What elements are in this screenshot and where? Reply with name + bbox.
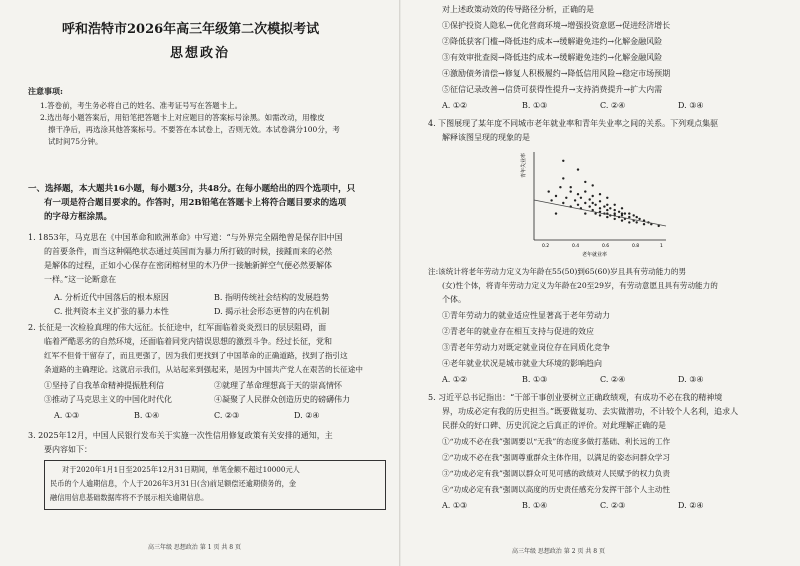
q4-option-a: A. ①② (442, 375, 468, 384)
scatter-point (636, 216, 638, 218)
q2-line-3: 红军不但骨干留存了，而且更强了，因为我们更找到了中国革命的正确道路，找到了指引这 (44, 351, 348, 360)
q5-line-3: 民群众的好口碑、历史沉淀之后真正的评价。对此理解正确的是 (442, 421, 666, 430)
q4-note-3: 个体。 (442, 295, 466, 304)
scatter-point (606, 197, 608, 199)
scatter-point (584, 202, 586, 204)
scatter-point (603, 205, 605, 207)
q2-statement-3: ③推动了马克思主义的中国化时代化 (44, 395, 172, 404)
q2-statement-2: ②就理了革命理想高于天的崇高情怀 (214, 381, 342, 390)
q4-statement-1: ①青年劳动力的就业适应性显著高于老年劳动力 (442, 311, 610, 320)
scatter-point (614, 204, 616, 206)
q2-option-d: D. ②④ (294, 411, 320, 420)
q4-option-c: C. ②④ (600, 375, 626, 384)
scatter-point (628, 221, 630, 223)
q3-cont: 对上述政策动效的传导路径分析，正确的是 (442, 5, 594, 14)
scatter-point (577, 204, 579, 206)
scatter-point (609, 207, 611, 209)
scatter-point (606, 216, 608, 218)
section-1-line-1: 一、选择题，本大题共16小题，每小题3分，共48分。在每小题给出的四个选项中，只 (28, 184, 356, 194)
scatter-point (589, 198, 591, 200)
notice-line-3: 擦干净后，再选涂其他答案标号。不要答在本试卷上，否则无效。本试卷满分100分，考 (48, 125, 340, 134)
section-1-line-3: 的字母方框涂黑。 (44, 212, 113, 222)
q5-statement-1: ①“功成不必在我”强调要以“无我”的态度多做打基础、利长远的工作 (442, 437, 671, 446)
q5-statement-2: ②“功成不必在我”强调尊重群众主体作用，以满足的姿态问群众学习 (442, 453, 670, 462)
scatter-point (636, 221, 638, 223)
scatter-point (592, 209, 594, 211)
q3-option-d: D. ③④ (678, 101, 704, 110)
scatter-point (565, 197, 567, 199)
trend-line (534, 200, 666, 226)
notice-line-4: 试时间75分钟。 (48, 137, 103, 146)
q4-line-1: 4. 下图展现了某年度不同城市老年就业率和青年失业率之间的关系。下列观点集驱 (428, 119, 719, 128)
scatter-point (577, 193, 579, 195)
notice-line-2: 2.选出每小题答案后，用铅笔把答题卡上对应题目的答案标号涂黑。如需改动，用橡皮 (40, 113, 325, 122)
scatter-point (606, 209, 608, 211)
scatter-point (580, 197, 582, 199)
q3-option-b: B. ①③ (522, 101, 548, 110)
scatter-point (638, 218, 640, 220)
scatter-point (592, 184, 594, 186)
q1-line-4: 一样。”这一论断意在 (44, 275, 117, 284)
scatter-point (592, 195, 594, 197)
page-1-footer: 高三年级 思想政治 第 1 页 共 8 页 (148, 544, 241, 551)
scatter-point (562, 202, 564, 204)
q5-line-2: 界，功成必定有我的历史担当。”既要做复功、去实做潜功，不计较个人名利，追求人 (442, 407, 739, 416)
q5-option-c: C. ②③ (600, 501, 626, 510)
page-2-footer: 高三年级 思想政治 第 2 页 共 8 页 (512, 548, 605, 555)
scatter-point (621, 207, 623, 209)
q3-line-2: 要内容如下： (44, 445, 92, 454)
scatter-point (592, 202, 594, 204)
q3-statement-4: ④激励债务清偿→修复人积极履约→降低信用风险→稳定市场预期 (442, 69, 671, 78)
scatter-chart (520, 148, 670, 258)
q3-option-a: A. ①② (442, 101, 468, 110)
section-1-line-2: 有一项是符合题目要求的。作答时，用2B铅笔在答题卡上将符合题目要求的选项 (44, 198, 347, 208)
notice-line-1: 1.答卷前，考生务必将自己的姓名、准考证号写在答题卡上。 (40, 101, 243, 110)
scatter-point (599, 214, 601, 216)
q4-statement-2: ②青老年的就业存在相互支持与促进的效应 (442, 327, 594, 336)
scatter-point (584, 212, 586, 214)
q2-line-2: 临着严酷恶劣的自然环境，还面临着同党内错误思想的激烈斗争。经过长征，党和 (44, 337, 332, 346)
q5-option-d: D. ②④ (678, 501, 704, 510)
page-2 (400, 0, 800, 566)
scatter-point (584, 190, 586, 192)
q5-statement-3: ③“功成必定有我”强调以群众可见可感的政绩对人民赋予的权力负责 (442, 469, 670, 478)
q4-line-2: 解释该图呈现的现象的是 (442, 133, 530, 142)
q2-option-c: C. ②③ (214, 411, 240, 420)
q3-box-line-3: 融信用信息基础数据库将不予展示相关逾期信息。 (50, 493, 209, 502)
scatter-point (594, 204, 596, 206)
scatter-point (599, 200, 601, 202)
q1-option-d: D. 揭示社会形态更替的内在机制 (214, 307, 330, 316)
scatter-point (570, 190, 572, 192)
q2-statement-1: ①坚持了自我革命精神提振胜利信 (44, 381, 164, 390)
x-tick-0: 0.2 (542, 244, 550, 249)
scatter-point (577, 168, 579, 170)
scatter-point (614, 218, 616, 220)
q3-box-line-1: 对于2020年1月1日至2025年12月31日期间，单笔金额不超过10000元人 (62, 465, 300, 474)
scatter-point (628, 216, 630, 218)
q1-option-b: B. 指明传统社会结构的发展趋势 (214, 293, 329, 302)
scatter-point (548, 190, 550, 192)
q1-line-1: 1. 1853年，马克思在《中国革命和欧洲革命》中写道：“与外界完全隔绝曾是保存旧中国 (28, 233, 343, 242)
q2-statement-4: ④凝聚了人民群众创造历史的磅礴伟力 (214, 395, 350, 404)
scatter-points (548, 160, 660, 228)
q5-option-a: A. ①③ (442, 501, 468, 510)
x-tick-3: 0.8 (632, 244, 640, 249)
q5-option-b: B. ①④ (522, 501, 548, 510)
scatter-point (562, 160, 564, 162)
x-tick-2: 0.6 (602, 244, 610, 249)
q1-line-2: 的首要条件，而当这种隔绝状态通过英国而为暴力所打破的时候，接踵而来的必然 (44, 247, 332, 256)
notice-heading: 注意事项: (28, 86, 63, 96)
subject-title: 思想政治 (170, 46, 231, 61)
q3-line-1: 3. 2025年12月，中国人民银行发布关于实施一次性信用修复政策有关安排的通知，主 (28, 431, 333, 440)
scatter-point (624, 212, 626, 214)
scatter-point (621, 212, 623, 214)
q3-option-c: C. ②④ (600, 101, 626, 110)
scatter-point (589, 205, 591, 207)
scatter-point (555, 195, 557, 197)
scatter-point (606, 204, 608, 206)
q1-option-a: A. 分析近代中国落后的根本原因 (54, 293, 169, 302)
scatter-point (618, 211, 620, 213)
scatter-point (633, 214, 635, 216)
y-axis-label: 青年失业率 (521, 152, 527, 178)
q4-option-d: D. ③④ (678, 375, 704, 384)
x-tick-4: 1 (660, 244, 663, 249)
scatter-point (559, 186, 561, 188)
scatter-point (562, 177, 564, 179)
scatter-point (643, 223, 645, 225)
scatter-point (555, 212, 557, 214)
q5-line-1: 5. 习近平总书记指出：“干部干事创业要树立正确政绩观，有成功不必在我的精神境 (428, 393, 723, 402)
scatter-point (621, 219, 623, 221)
scatter-point (594, 212, 596, 214)
q3-statement-2: ②降低获客门槛→降低违约成本→缓解避免违约→化解金融风险 (442, 37, 663, 46)
q3-box-line-2: 民币的个人逾期信息，个人于2026年3月31日(含)前足额偿还逾期债务的，金 (50, 479, 297, 488)
scatter-point (599, 207, 601, 209)
q2-option-a: A. ①③ (54, 411, 80, 420)
exam-title: 呼和浩特市2026年高三年级第二次模拟考试 (62, 22, 320, 37)
q4-option-b: B. ①③ (522, 375, 548, 384)
q1-option-c: C. 批判资本主义扩张的暴力本性 (54, 307, 169, 316)
q2-line-4: 条道路的主确理论。这就启示我们，从站起来到强起来，是因为中国共产党人在艰苦的长征途中 (44, 365, 363, 374)
q3-statement-3: ③有效审批查阅→降低违约成本→缓解避免违约→化解金融风险 (442, 53, 663, 62)
scatter-point (570, 186, 572, 188)
scatter-point (614, 209, 616, 211)
q3-statement-1: ①保护投资人隐私→优化营商环境→增强投资意愿→促进经济增长 (442, 21, 671, 30)
q4-note-1: 注:该统计将老年劳动力定义为年龄在55(50)到65(60)岁且具有劳动能力的男 (428, 267, 687, 276)
q1-line-3: 是解体的过程，正如小心保存在密闭棺材里的木乃伊一接触新鲜空气便必然要解体 (44, 261, 332, 270)
q4-note-2: (女)性个体，将青年劳动力定义为年龄在20至29岁，有劳动意愿且具有劳动能力的 (442, 281, 718, 290)
x-axis-label: 老年就业率 (582, 252, 608, 258)
q4-statement-4: ④老年就业状况是城市就业大环境的影响趋向 (442, 359, 602, 368)
scatter-point (550, 199, 552, 201)
x-tick-1: 0.4 (572, 244, 580, 249)
q3-statement-5: ⑤征信记录改善→信贷可获得性提升→支持消费提升→扩大内需 (442, 85, 663, 94)
q2-line-1: 2. 长征是一次检验真理的伟大远征。长征途中，红军面临着炎炎烈日的层层阻碍，面 (28, 323, 327, 332)
scatter-point (584, 181, 586, 183)
q2-option-b: B. ①④ (134, 411, 160, 420)
scatter-point (599, 193, 601, 195)
scatter-point (628, 212, 630, 214)
q5-statement-4: ④“功成必定有我”强调以高度的历史责任感充分发挥干部个人主动性 (442, 485, 670, 494)
scatter-point (574, 199, 576, 201)
q4-statement-3: ③青老年劳动力对既定就业岗位存在同质化竞争 (442, 343, 610, 352)
